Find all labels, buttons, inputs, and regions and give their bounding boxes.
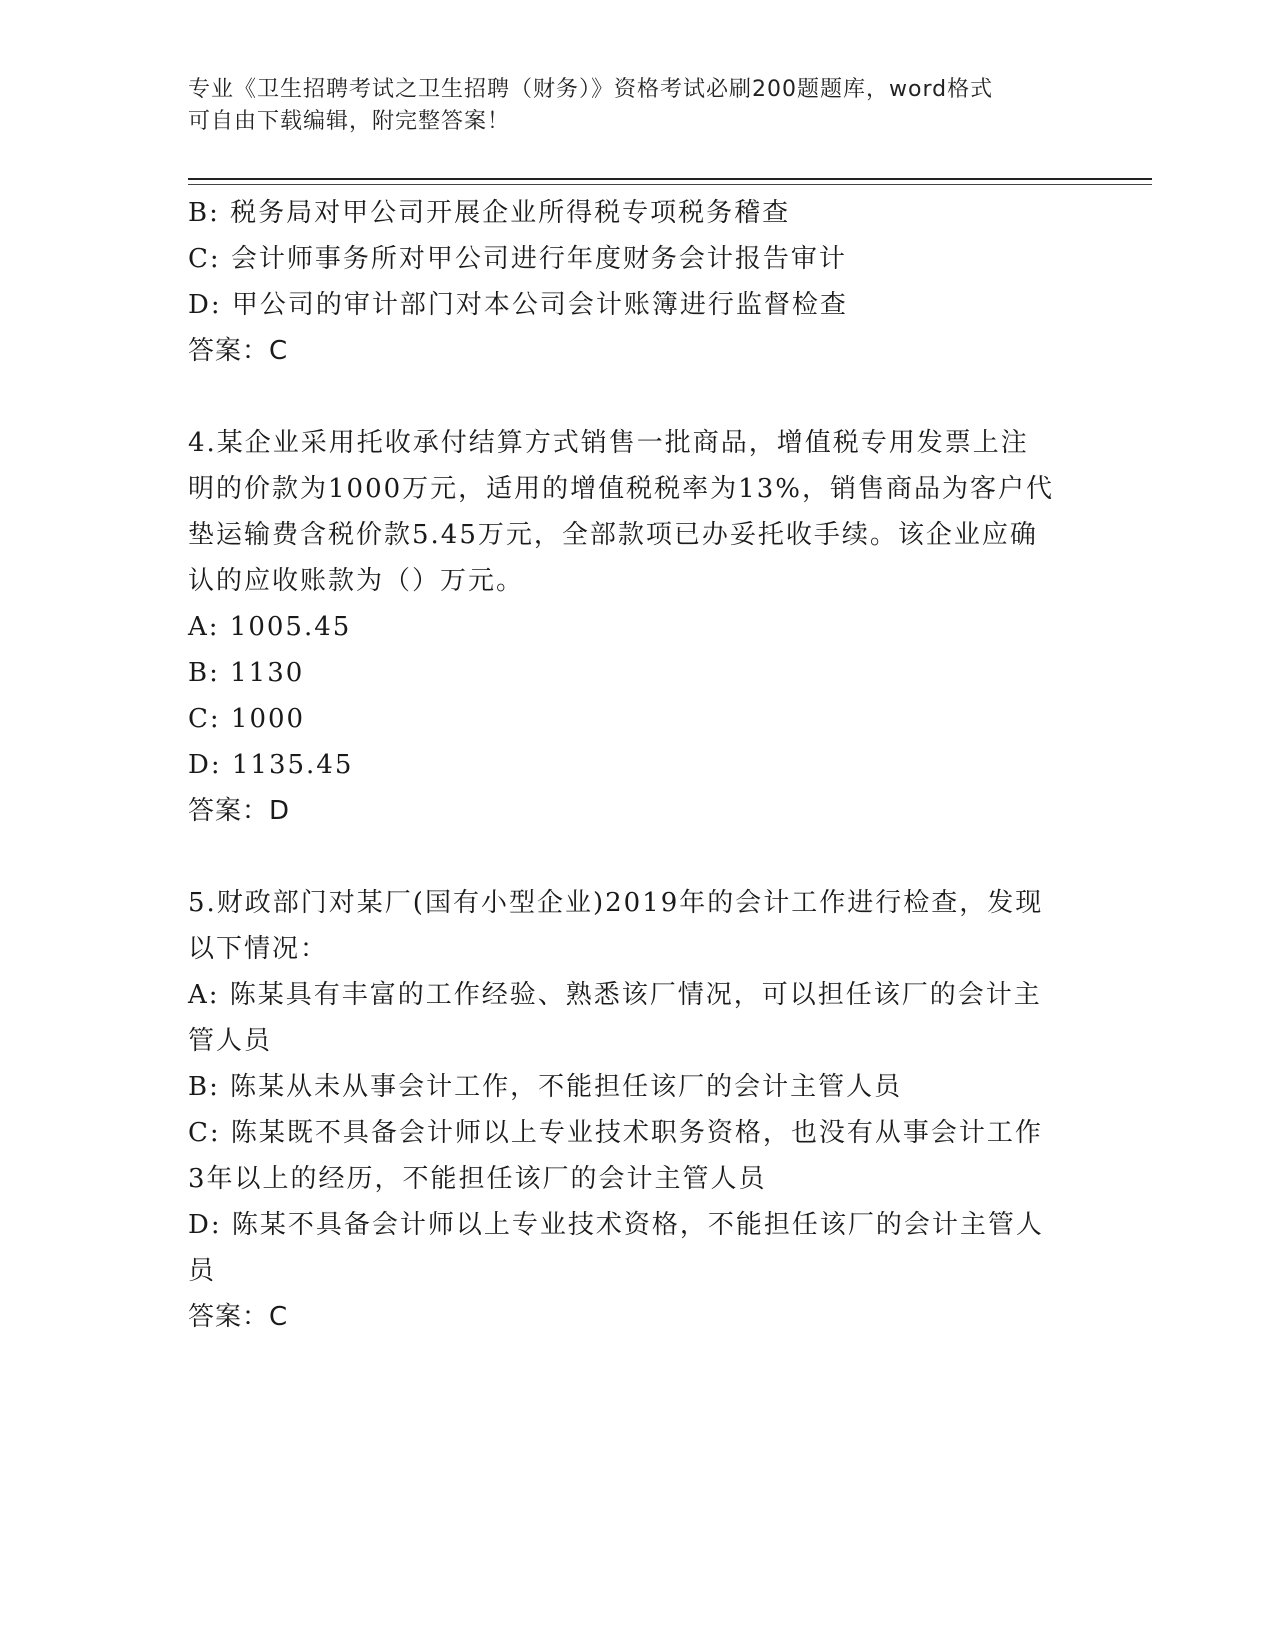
option-b: B: 陈某从未从事会计工作，不能担任该厂的会计主管人员 xyxy=(188,1072,903,1102)
document-header xyxy=(188,74,1068,138)
question-stem-line: 认的应收账款为（）万元。 xyxy=(188,566,525,596)
question-stem-line: 5.财政部门对某厂(国有小型企业)2019年的会计工作进行检查，发现 xyxy=(188,888,1044,918)
option-b: B: 税务局对甲公司开展企业所得税专项税务稽查 xyxy=(188,198,791,228)
spacer xyxy=(188,374,1078,420)
question-3-tail xyxy=(188,190,1078,374)
option-c: C: 1000 xyxy=(188,704,306,734)
option-b: B: 1130 xyxy=(188,658,305,688)
option-d: D: 甲公司的审计部门对本公司会计账簿进行监督检查 xyxy=(188,290,848,320)
answer-line: 答案：D xyxy=(188,796,291,826)
header-rule-thin xyxy=(188,184,1152,185)
answer-line: 答案：C xyxy=(188,336,289,366)
question-stem-line: 垫运输费含税价款5.45万元，全部款项已办妥托收手续。该企业应确 xyxy=(188,520,1038,550)
option-d: D: 陈某不具备会计师以上专业技术资格，不能担任该厂的会计主管人 xyxy=(188,1210,1044,1240)
question-stem-line: 明的价款为1000万元，适用的增值税税率为13%，销售商品为客户代 xyxy=(188,474,1054,504)
option-c: C: 陈某既不具备会计师以上专业技术职务资格，也没有从事会计工作 xyxy=(188,1118,1043,1148)
answer-line: 答案：C xyxy=(188,1302,289,1332)
spacer xyxy=(188,834,1078,880)
option-a: A: 陈某具有丰富的工作经验、熟悉该厂情况，可以担任该厂的会计主 xyxy=(188,980,1042,1010)
question-4 xyxy=(188,420,1078,834)
option-d-cont: 员 xyxy=(188,1256,217,1286)
document-body xyxy=(188,190,1078,1340)
header-line-2: 可自由下载编辑，附完整答案！ xyxy=(188,109,511,134)
question-5 xyxy=(188,880,1078,1340)
option-d: D: 1135.45 xyxy=(188,750,354,780)
question-stem-line: 以下情况： xyxy=(188,934,329,964)
header-rule-thick xyxy=(188,178,1152,180)
option-c-cont: 3年以上的经历，不能担任该厂的会计主管人员 xyxy=(188,1164,767,1194)
header-line-1: 专业《卫生招聘考试之卫生招聘（财务）》资格考试必刷200题题库，word格式 xyxy=(188,77,994,102)
question-stem-line: 4.某企业采用托收承付结算方式销售一批商品，增值税专用发票上注 xyxy=(188,428,1029,458)
option-c: C: 会计师事务所对甲公司进行年度财务会计报告审计 xyxy=(188,244,847,274)
option-a: A: 1005.45 xyxy=(188,612,352,642)
option-a-cont: 管人员 xyxy=(188,1026,273,1056)
